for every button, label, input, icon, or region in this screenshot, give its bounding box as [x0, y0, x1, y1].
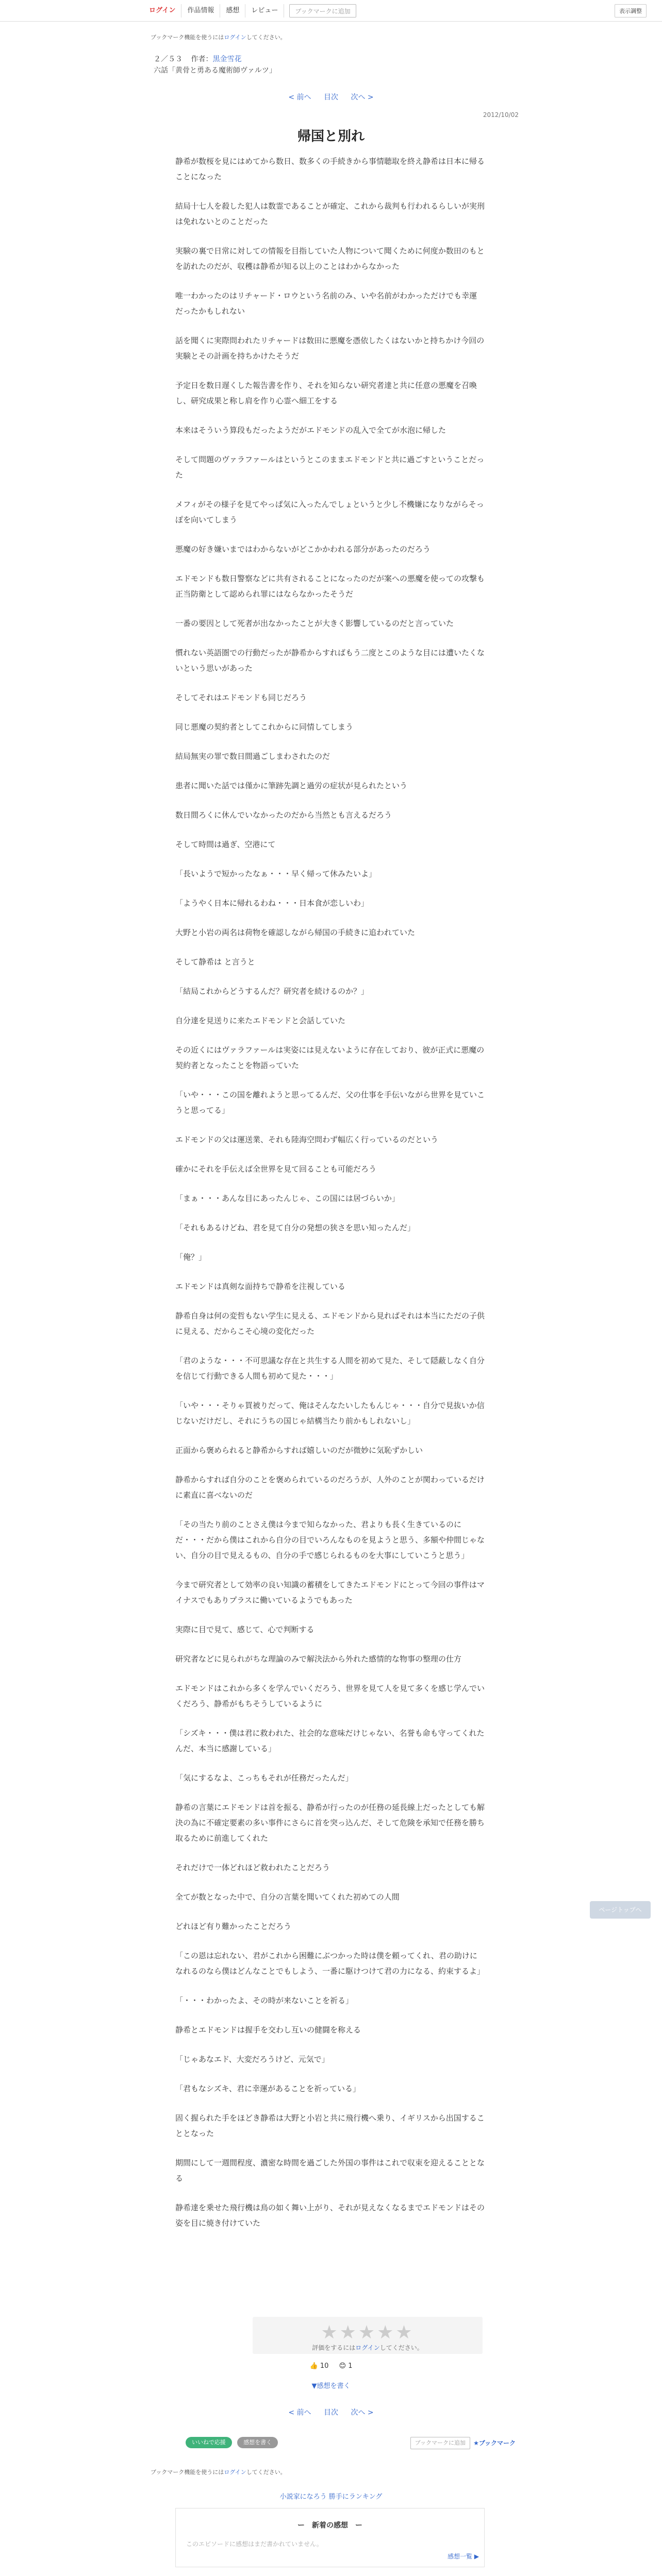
action-buttons — [186, 2437, 521, 2454]
write-impression-link[interactable]: ▼感想を書く — [311, 2382, 351, 2390]
novel-paragraph: それだけで一体どれほど救われたことだろう — [175, 1863, 330, 1872]
novel-body — [175, 154, 485, 2245]
bookmark-add-button-disabled-bottom: ブックマークに追加 — [410, 2437, 470, 2449]
login-link[interactable]: ログイン — [143, 4, 181, 18]
smile-reaction[interactable]: 😊 1 — [339, 2362, 353, 2370]
bookmark-login-notice-bottom — [151, 2468, 286, 2476]
novel-paragraph: エドモンドは真剣な面持ちで静希を注視している — [175, 1282, 345, 1291]
novel-paragraph: エドモンドも数日警察などに共有されることになったのだが案への悪魔を使っての攻撃も正当防衛として認められ罪にはならなかったそうだ — [175, 574, 485, 599]
next-link-bottom[interactable]: 次へ > — [351, 2409, 374, 2417]
novel-paragraph: 実際に目で見て、感じて、心で判断する — [175, 1625, 315, 1634]
novel-paragraph: 正面から褒められると静希からすれば嬉しいのだが微妙に気恥ずかしい — [175, 1446, 423, 1455]
novel-paragraph: 予定日を数日遅くした報告書を作り、それを知らない研究者達と共に任意の悪魔を召喚し、研究成果と称し肩を作り心霊へ細工をする — [175, 381, 477, 405]
new-impressions-heading: ー 新着の感想 ー — [297, 2521, 362, 2530]
novel-paragraph: そして時間は過ぎ、空港にて — [175, 840, 276, 849]
bookmark-add-button-disabled: ブックマークに追加 — [289, 4, 356, 18]
novel-paragraph: どれほど有り難かったことだろう — [175, 1922, 292, 1931]
display-settings-button[interactable]: 表示調整 — [615, 4, 647, 18]
reactions — [0, 2362, 662, 2370]
rating-note-text: 評価をするには — [312, 2344, 356, 2351]
notice-text-bottom-end: してください。 — [246, 2469, 286, 2476]
notice-login-link[interactable]: ログイン — [224, 34, 246, 41]
novel-paragraph: 今まで研究者として効率の良い知識の蓄積をしてきたエドモンドにとって今回の事件はマイナスでもありプラスに働いているようでもあった — [175, 1580, 485, 1605]
rating-stars[interactable]: ★★★★★ — [321, 2322, 415, 2343]
novel-paragraph: そして問題のヴァラファールはというとこのままエドモンドと共に過ごすということだった — [175, 455, 485, 480]
new-impressions-box — [175, 2508, 485, 2567]
novel-paragraph: 「俺？」 — [175, 1252, 207, 1262]
novel-paragraph: 「君もなシズキ、君に幸運があることを祈っている」 — [175, 2084, 360, 2093]
novel-paragraph: 期間にして一週間程度、濃密な時間を過ごした外国の事件はこれで収束を迎えることとなる — [175, 2158, 485, 2183]
prev-link-bottom[interactable]: < 前へ — [288, 2409, 311, 2417]
novel-paragraph: 話を聞くに実際問われたリチャードは数田に悪魔を憑依したくはないかと持ちかけ今回の実験とその計画を持ちかけたそうだ — [175, 336, 485, 361]
novel-paragraph: 慣れない英語圏での行動だったが静希からすればもう二度とこのような目には遭いたくないという思いがあった — [175, 648, 485, 673]
novel-paragraph: 「それもあるけどね、君を見て自分の発想の狭さを思い知ったんだ」 — [175, 1223, 416, 1232]
novel-paragraph: 結局無実の罪で数日間過ごしまわされたのだ — [175, 752, 330, 761]
rating-box — [253, 2317, 483, 2354]
novel-paragraph: 数日間ろくに休んでいなかったのだから当然とも言えるだろう — [175, 810, 392, 820]
novel-paragraph: 「その当たり前のことさえ僕は今まで知らなかった、君よりも長く生きているのにだ・・・だから僕はこれから自分の目でいろんなものを見ようと思う、多額や仲間じゃない、自分の目で見えるもの、自分の手で感じられるものを大事にしていこうと思う」 — [175, 1520, 485, 1560]
novel-paragraph: メフィがその様子を見てやっぱ気に入ったんでしょというと少し不機嫌になりながらそっぽを向いてしまう — [175, 500, 484, 524]
novel-paragraph: 本来はそういう算段もだったようだがエドモンドの乱入で全てが水泡に帰した — [175, 426, 446, 435]
novel-paragraph: 「まぁ・・・あんな目にあったんじゃ、この国には居づらいか」 — [175, 1194, 400, 1203]
novel-paragraph: 「この恩は忘れない、君がこれから困難にぶつかった時は僕を頼ってくれ、君の助けになれるのなら僕はどんなことでもしよう、一番に駆けつけて君の力になる、約束するよ」 — [175, 1951, 485, 1976]
novel-paragraph: 唯一わかったのはリチャード・ロウという名前のみ、いや名前がわかっただけでも幸運だったかもしれない — [175, 291, 477, 316]
works-info-link[interactable]: 作品情報 — [181, 4, 220, 18]
page-counter: ２／５３ — [154, 55, 183, 63]
page-top-button[interactable]: ページトップへ — [590, 1901, 651, 1919]
chapter-subtitle: 六話「黄骨と勇ある魔術師ヴァルツ」 — [154, 66, 276, 75]
novel-paragraph: 確かにそれを手伝えば全世界を見て回ることも可能だろう — [175, 1164, 377, 1174]
notice-login-link-bottom[interactable]: ログイン — [224, 2469, 246, 2476]
rating-note-end: してください。 — [379, 2344, 423, 2351]
rating-login-link[interactable]: ログイン — [355, 2344, 380, 2351]
novel-paragraph: 「結局これからどうするんだ？研究者を続けるのか？」 — [175, 987, 369, 996]
pager-bottom — [0, 2407, 662, 2417]
impressions-list-link[interactable]: 感想一覧 ▶ — [447, 2553, 479, 2560]
novel-paragraph: 静希とエドモンドは握手を交わし互いの健闘を称える — [175, 2025, 361, 2035]
support-button[interactable]: いいねで応援 — [186, 2437, 232, 2448]
novel-paragraph: 大野と小岩の両名は荷物を確認しながら帰国の手続きに追われていた — [175, 928, 416, 937]
novel-paragraph: 実験の裏で日常に対しての情報を目指していた人物について聞くために何度か数田のもとを訪れたのだが、収穫は静希が知る以上のことはわからなかった — [175, 246, 485, 271]
novel-paragraph: 静希の言葉にエドモンドは首を振る、静希が行ったのが任務の延長線上だったとしても解決の為に不確定要素の多い事件にさらに首を突っ込んだ、そして危険を承知で任務を勝ち取るために前進してくれた — [175, 1803, 485, 1843]
write-impression-button[interactable]: 感想を書く — [237, 2437, 278, 2448]
toc-link-bottom[interactable]: 目次 — [324, 2409, 338, 2417]
novel-paragraph: 「長いようで短かったなぁ・・・早く帰って休みたいよ」 — [175, 869, 377, 878]
ranking-link[interactable]: 小説家になろう 勝手にランキング — [279, 2493, 383, 2501]
top-nav — [143, 0, 356, 22]
publish-date: 2012/10/02 — [483, 111, 519, 118]
notice-text-end: してください。 — [246, 34, 286, 41]
novel-paragraph: 自分達を見送りに来たエドモンドと会話していた — [175, 1016, 346, 1025]
novel-paragraph: 研究者などに見られがちな理論のみで解決法から外れた感情的な物事の整理の仕方 — [175, 1654, 462, 1664]
novel-paragraph: 固く握られた手をほどき静希は大野と小岩と共に飛行機へ乗り、イギリスから出国することとなった — [175, 2113, 485, 2138]
impressions-link[interactable]: 感想 — [220, 4, 245, 18]
notice-text: ブックマーク機能を使うには — [151, 34, 224, 41]
novel-paragraph: 「いや・・・そりゃ買被りだって、俺はそんなたいしたもんじゃ・・・自分で見抜いか信じないだけだし、それにうちの国じゃ結構当たり前かもしれないし」 — [175, 1401, 485, 1426]
pager-top — [0, 92, 662, 102]
novel-paragraph: 同じ悪魔の契約者としてこれからに同情してしまう — [175, 722, 354, 732]
novel-paragraph: その近くにはヴァラファールは実姿には見えないように存在しており、彼が正式に悪魔の契約者となったことを物語っていた — [175, 1045, 485, 1070]
novel-paragraph: 静希達を乗せた飛行機は鳥の如く舞い上がり、それが見えなくなるまでエドモンドはその姿を目に焼き付けていた — [175, 2203, 485, 2228]
top-bar — [0, 0, 662, 22]
prev-link[interactable]: < 前へ — [288, 93, 311, 101]
like-reaction[interactable]: 👍 10 — [309, 2362, 329, 2370]
next-link[interactable]: 次へ > — [351, 93, 374, 101]
novel-paragraph: 静希が数桜を見にはめてから数日、数多くの手続きから事情聴取を終え静希は日本に帰ることになった — [175, 157, 485, 181]
rating-note — [253, 2343, 483, 2352]
novel-paragraph: 一番の要因として死者が出なかったことが大きく影響しているのだと言っていた — [175, 619, 454, 628]
novel-paragraph: 全てが数となった中で、自分の言葉を聞いてくれた初めての人間 — [175, 1892, 400, 1902]
notice-text-bottom: ブックマーク機能を使うには — [151, 2469, 224, 2476]
novel-paragraph: 「君のような・・・不可思議な存在と共生する人間を初めて見た、そして隠蔽しなく自分を信じて行動できる人間も初めて見た・・・」 — [175, 1356, 485, 1381]
review-link[interactable]: レビュー — [245, 4, 284, 18]
novel-paragraph: そして静希は と言うと — [175, 957, 255, 967]
novel-paragraph: 「じゃあなエド、大変だろうけど、元気で」 — [175, 2055, 329, 2064]
novel-paragraph: 悪魔の好き嫌いまではわからないがどこかかわれる部分があったのだろう — [175, 545, 431, 554]
novel-paragraph: 「いや・・・この国を離れようと思ってるんだ、父の仕事を手伝いながら世界を見ていこうと思ってる」 — [175, 1090, 485, 1115]
novel-paragraph: そしてそれはエドモンドも同じだろう — [175, 693, 307, 702]
novel-paragraph: エドモンドの父は運送業、それも陸海空問わず幅広く行っているのだという — [175, 1135, 439, 1144]
author-link[interactable]: 黒金雪花 — [212, 55, 242, 63]
novel-paragraph: 患者に聞いた話では僅かに筆跡先調と過労の症状が見られたという — [175, 781, 408, 790]
ranking-link-wrap — [0, 2491, 662, 2501]
bookmark-login-notice — [151, 33, 286, 41]
bookmark-button[interactable]: ★ブックマーク — [473, 2439, 516, 2447]
no-impressions-text: このエピソードに感想はまだ書かれていません。 — [186, 2540, 323, 2548]
novel-paragraph: 静希からすれば自分のことを褒められているのだろうが、人外のことが関わっているだけに素直に喜べないのだ — [175, 1475, 485, 1500]
novel-paragraph: 結局十七人を殺した犯人は数霊であることが確定、これから裁判も行われるらしいが実刑は免れないとのことだった — [175, 201, 485, 226]
novel-paragraph: エドモンドはこれから多くを学んでいくだろう、世界を見て人を見て多くを感じ学んでいくだろう、静希がもちそうしているように — [175, 1684, 485, 1708]
toc-link[interactable]: 目次 — [324, 93, 338, 101]
chapter-title: 帰国と別れ — [297, 129, 365, 144]
author-label: 作者： — [191, 55, 213, 63]
novel-paragraph: 「シズキ・・・僕は君に救われた、社会的な意味だけじゃない、名誉も命も守ってくれたんだ、本当に感謝している」 — [175, 1728, 485, 1753]
novel-paragraph: 「気にするなよ、こっちもそれが任務だったんだ」 — [175, 1773, 353, 1783]
novel-paragraph: 「・・・わかったよ、その時が来ないことを祈る」 — [175, 1996, 354, 2005]
novel-paragraph: 「ようやく日本に帰れるわね・・・日本食が恋しいわ」 — [175, 899, 369, 908]
novel-paragraph: 静希自身は何の変哲もない学生に見える、エドモンドから見ればそれは本当にただの子供に見える、だからこそ心境の変化だった — [175, 1311, 485, 1336]
episode-info — [154, 54, 276, 76]
